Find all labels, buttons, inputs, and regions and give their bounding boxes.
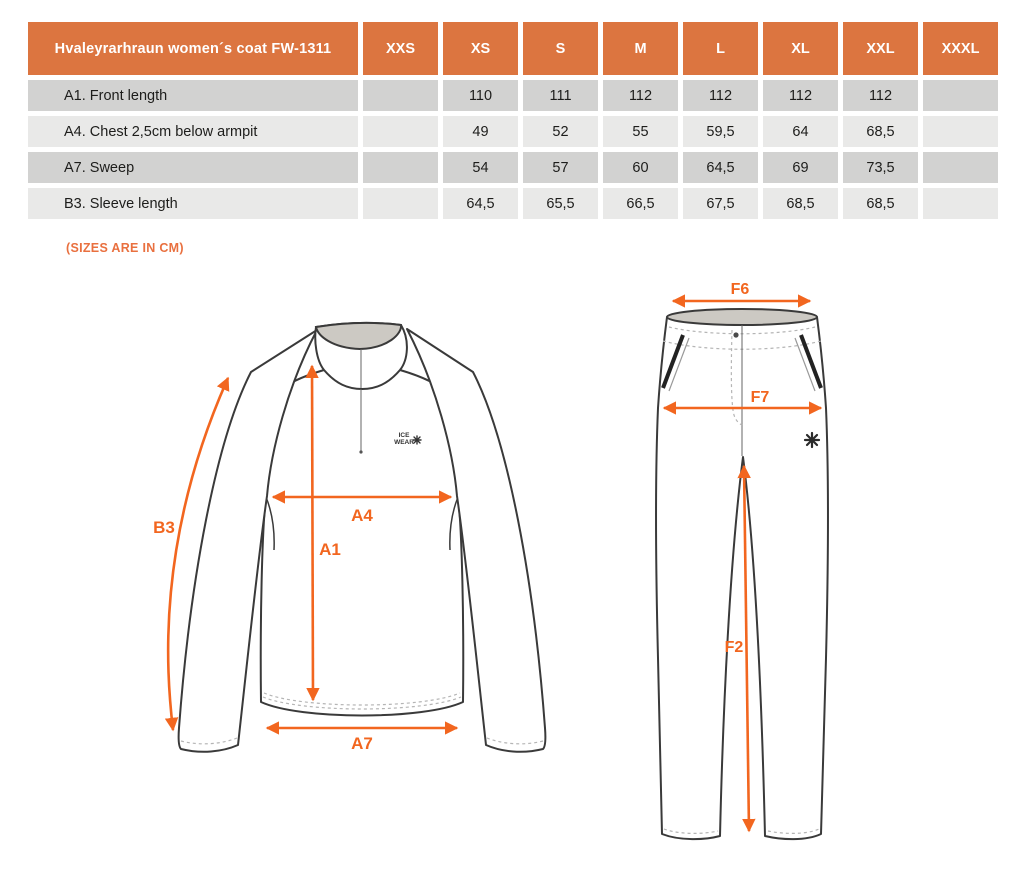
size-value: 112: [603, 80, 678, 111]
waistband: [667, 309, 817, 325]
size-value: 68,5: [763, 188, 838, 219]
measure-label: B3. Sleeve length: [28, 188, 358, 219]
logo-text-top: ICE: [398, 432, 410, 439]
size-value: 67,5: [683, 188, 758, 219]
size-value: 69: [763, 152, 838, 183]
measure-label: A1. Front length: [28, 80, 358, 111]
size-col-header-xxxl: XXXL: [923, 22, 998, 75]
snowflake-icon: [805, 433, 819, 447]
sizes-note: (SIZES ARE IN CM): [66, 241, 184, 255]
pants-diagram: [610, 278, 870, 858]
size-value: [363, 188, 438, 219]
size-value: [363, 80, 438, 111]
size-col-header-s: S: [523, 22, 598, 75]
a1-label: A1: [319, 540, 341, 559]
size-col-header-m: M: [603, 22, 678, 75]
f6-label: F6: [730, 281, 750, 298]
size-value: 57: [523, 152, 598, 183]
jacket-body: [261, 366, 464, 716]
size-value: 55: [603, 116, 678, 147]
zipper-pull: [359, 450, 362, 453]
table-row-front-length: [28, 80, 998, 111]
f7-label: F7: [750, 389, 770, 406]
table-row-sweep: [28, 152, 998, 183]
size-value: 65,5: [523, 188, 598, 219]
size-value: [923, 116, 998, 147]
table-row-chest: [28, 116, 998, 147]
size-col-header-xs: XS: [443, 22, 518, 75]
size-col-header-xl: XL: [763, 22, 838, 75]
table-title: Hvaleyrarhraun women´s coat FW-1311: [28, 22, 358, 75]
size-value: [923, 188, 998, 219]
measure-label: A4. Chest 2,5cm below armpit: [28, 116, 358, 147]
size-value: 68,5: [843, 188, 918, 219]
size-value: 54: [443, 152, 518, 183]
size-value: 64,5: [683, 152, 758, 183]
size-value: 66,5: [603, 188, 678, 219]
size-value: [923, 80, 998, 111]
size-value: 60: [603, 152, 678, 183]
size-value: 112: [843, 80, 918, 111]
size-value: 52: [523, 116, 598, 147]
b3-label: B3: [153, 518, 175, 537]
size-value: 111: [523, 80, 598, 111]
jacket-diagram: [120, 300, 580, 780]
f2-label: F2: [724, 639, 744, 656]
table-header-row: [28, 22, 998, 75]
size-value: 49: [443, 116, 518, 147]
size-value: 64,5: [443, 188, 518, 219]
size-value: 112: [683, 80, 758, 111]
measure-label: A7. Sweep: [28, 152, 358, 183]
size-value: 73,5: [843, 152, 918, 183]
size-value: 68,5: [843, 116, 918, 147]
a4-label: A4: [351, 506, 373, 525]
a1-arrow: [312, 366, 313, 700]
size-value: 64: [763, 116, 838, 147]
f2-arrow: [744, 466, 749, 831]
size-col-header-xxl: XXL: [843, 22, 918, 75]
size-value: [363, 152, 438, 183]
size-value: 110: [443, 80, 518, 111]
size-chart-table: [23, 17, 1003, 224]
size-value: 59,5: [683, 116, 758, 147]
logo-text-bottom: WEAR: [394, 439, 414, 446]
size-col-header-l: L: [683, 22, 758, 75]
size-value: 112: [763, 80, 838, 111]
size-col-header-xxs: XXS: [363, 22, 438, 75]
snowflake-icon: [413, 436, 421, 444]
a7-label: A7: [351, 734, 373, 753]
size-value: [923, 152, 998, 183]
waist-button: [733, 332, 738, 337]
size-value: [363, 116, 438, 147]
table-row-sleeve-length: [28, 188, 998, 219]
